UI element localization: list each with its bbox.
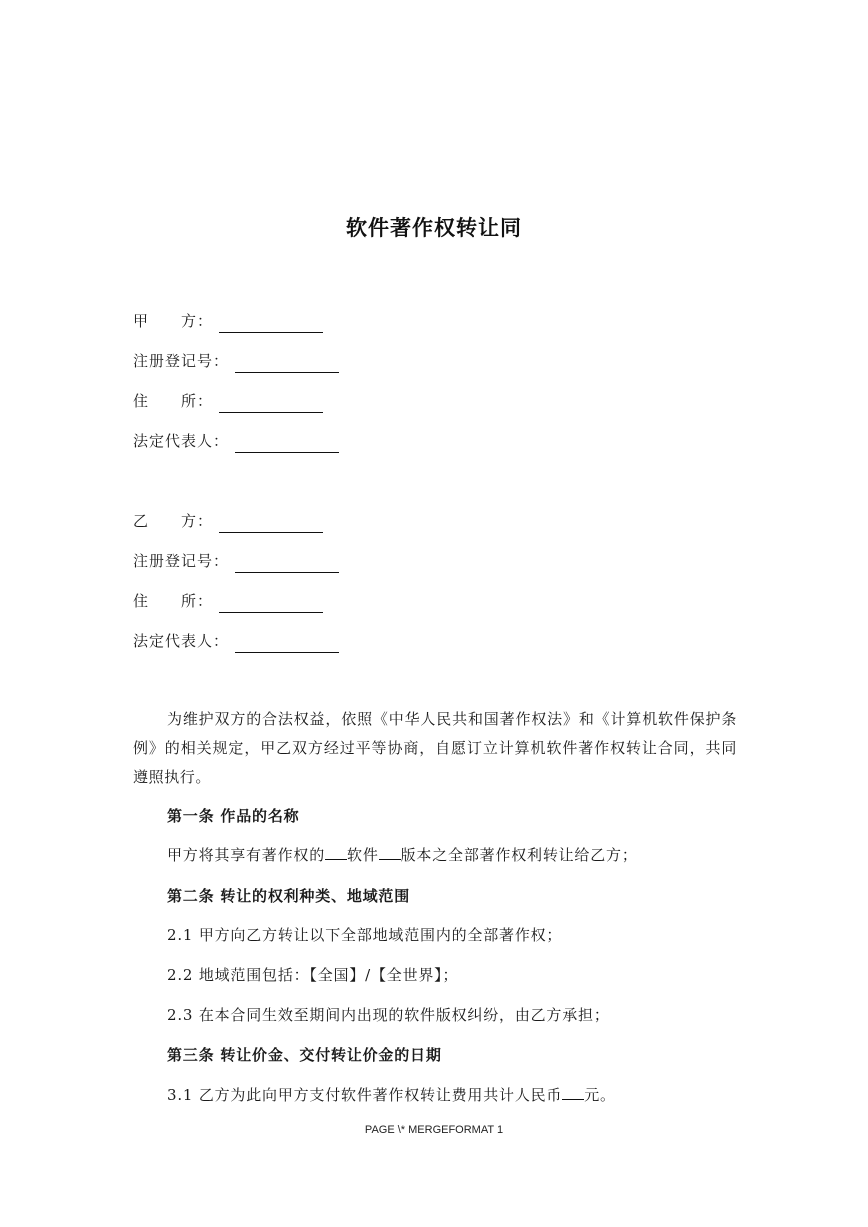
- party-a-rep-row: [133, 429, 339, 453]
- article1-heading: 第一条 作品的名称: [167, 807, 300, 825]
- party-a-rep-label: 法定代表人：: [133, 432, 230, 450]
- party-a-address-row: [133, 389, 323, 413]
- party-b-rep-row: [133, 629, 339, 653]
- party-b-address-blank[interactable]: [219, 594, 323, 613]
- party-b-name-blank[interactable]: [219, 514, 323, 533]
- article1-text-c: 版本之全部著作权利转让给乙方；: [400, 846, 638, 864]
- article2-item3: 2.3 在本合同生效至期间内出现的软件版权纠纷，由乙方承担；: [167, 1006, 610, 1024]
- article3-heading: 第三条 转让价金、交付转让价金的日期: [167, 1046, 442, 1064]
- party-a-name-row: [133, 309, 323, 333]
- party-b-address-row: [133, 589, 323, 613]
- document-title: 软件著作权转让同: [346, 216, 522, 240]
- preamble-paragraph: 为维护双方的合法权益，依照《中华人民共和国著作权法》和《计算机软件保护条例》的相关规定，甲乙双方经过平等协商，自愿订立计算机软件著作权转让合同，共同遵照执行。: [133, 710, 737, 786]
- article1-text-b: 软件: [347, 846, 379, 864]
- party-a-reg-blank[interactable]: [235, 354, 339, 373]
- party-a-address-blank[interactable]: [219, 394, 323, 413]
- party-b-rep-blank[interactable]: [235, 634, 339, 653]
- article2-item1: 2.1 甲方向乙方转让以下全部地域范围内的全部著作权；: [167, 926, 563, 944]
- article1-text: [167, 843, 638, 867]
- article3-item1-b: 元。: [584, 1086, 616, 1104]
- party-b-reg-row: [133, 549, 339, 573]
- party-a-name-blank[interactable]: [219, 314, 323, 333]
- party-b-address-label: 住 所：: [133, 592, 214, 610]
- party-a-reg-label: 注册登记号：: [133, 352, 230, 370]
- party-a-address-label: 住 所：: [133, 392, 214, 410]
- article3-item1-a: 3.1 乙方为此向甲方支付软件著作权转让费用共计人民币: [167, 1086, 563, 1104]
- page-footer: PAGE \* MERGEFORMAT 1: [364, 1124, 504, 1136]
- article3-amount-blank[interactable]: [562, 1083, 584, 1100]
- party-b-reg-label: 注册登记号：: [133, 552, 230, 570]
- article3-item1: [167, 1083, 616, 1107]
- party-b-name-label: 乙 方：: [133, 512, 214, 530]
- party-b-reg-blank[interactable]: [235, 554, 339, 573]
- article1-text-a: 甲方将其享有著作权的: [167, 846, 326, 864]
- party-b-rep-label: 法定代表人：: [133, 632, 230, 650]
- article1-blank-1[interactable]: [325, 843, 347, 860]
- party-a-reg-row: [133, 349, 339, 373]
- article2-heading: 第二条 转让的权利种类、地域范围: [167, 887, 411, 905]
- party-b-name-row: [133, 509, 323, 533]
- article1-blank-2[interactable]: [379, 843, 401, 860]
- party-a-name-label: 甲 方：: [133, 312, 214, 330]
- party-a-rep-blank[interactable]: [235, 434, 339, 453]
- article2-item2: 2.2 地域范围包括：【全国】/【全世界】；: [167, 966, 459, 984]
